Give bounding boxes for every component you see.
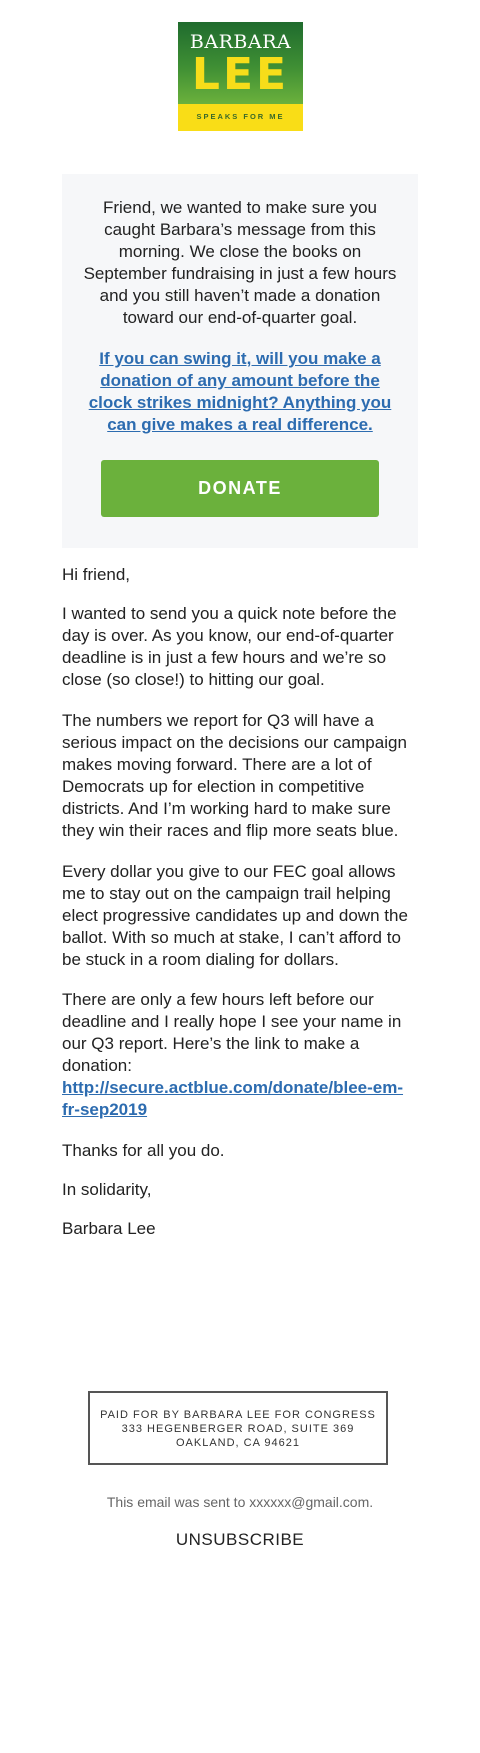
thanks-line: Thanks for all you do. (62, 1141, 225, 1160)
unsubscribe-link[interactable]: UNSUBSCRIBE (175, 1530, 305, 1549)
callout-message: Friend, we wanted to make sure you caught Barbara’s message from this morning. We close the books on September fundraising in just a few hours and you still haven’t made a donation toward our end-of-quarter goal. (83, 198, 397, 327)
address-line-1: 333 HEGENBERGER ROAD, SUITE 369 (121, 1423, 355, 1435)
sent-to-notice: This email was sent to xxxxxx@gmail.com. (106, 1494, 374, 1510)
paragraph-3: Every dollar you give to our FEC goal allows me to stay out on the campaign trail helping elect progressive candidates up and down the ballot. With so much at stake, I can’t afford to be stuck in a room dialing for dollars. (62, 862, 408, 969)
donation-url-link[interactable]: http://secure.actblue.com/donate/blee-em-fr-sep2019 (62, 1078, 404, 1119)
address-line-2: OAKLAND, CA 94621 (175, 1437, 300, 1449)
paragraph-4-text: There are only a few hours left before our deadline and I really hope I see your name in our Q3 report. Here’s the link to make a donation: (62, 990, 402, 1075)
greeting: Hi friend, (62, 565, 131, 584)
closing-line: In solidarity, (62, 1180, 152, 1199)
donate-button[interactable]: DONATE (101, 460, 379, 517)
donation-ask-link[interactable]: If you can swing it, will you make a donation of any amount before the clock strikes midnight? Anything you can give makes a real difference. (88, 349, 392, 434)
paragraph-4 (62, 989, 418, 1121)
logo-surname-text: LEE (191, 49, 290, 100)
donation-callout (62, 174, 418, 548)
paid-for-disclaimer (88, 1391, 388, 1465)
paid-for-line: PAID FOR BY BARBARA LEE FOR CONGRESS (100, 1409, 376, 1421)
signature: Barbara Lee (62, 1219, 156, 1238)
logo-green-panel (178, 22, 303, 104)
logo-tagline: SPEAKS FOR ME (196, 112, 285, 121)
logo-name-text: BARBARA (189, 31, 292, 53)
logo-yellow-panel (178, 104, 303, 131)
paragraph-2: The numbers we report for Q3 will have a serious impact on the decisions our campaign makes moving forward. There are a lot of Democrats up for election in competitive districts. And I’m working hard to make sure they win their races and flip more seats blue. (62, 711, 407, 840)
campaign-logo (178, 22, 303, 131)
paragraph-1: I wanted to send you a quick note before the day is over. As you know, our end-of-quarter deadline is in just a few hours and we’re so close (so close!) to hitting our goal. (62, 604, 397, 689)
